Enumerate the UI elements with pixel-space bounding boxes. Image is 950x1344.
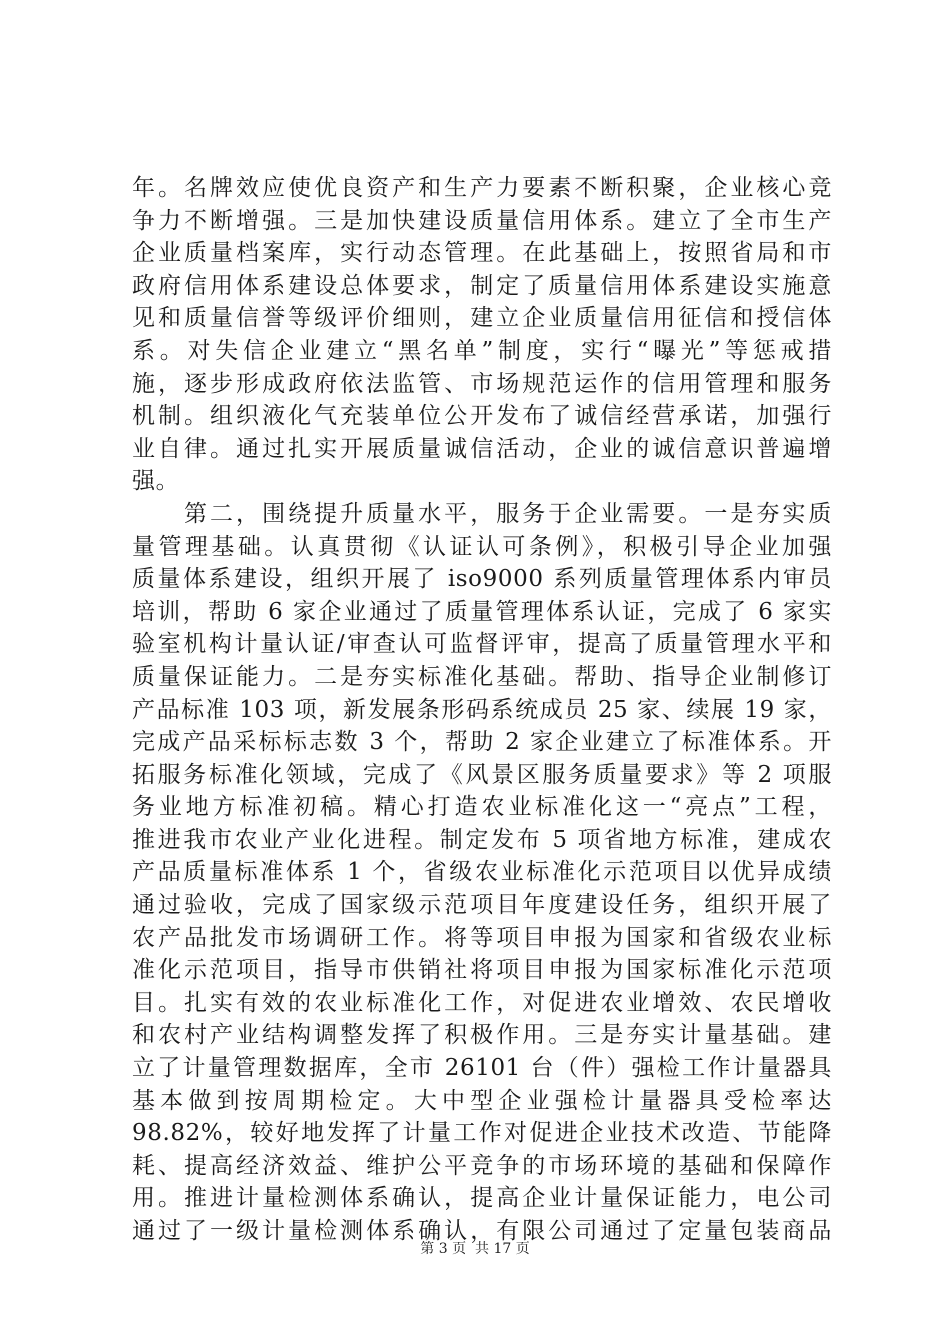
text-line: 务业地方标准初稿。精心打造农业标准化这一“亮点”工程， (132, 794, 832, 821)
text-line: 企业质量档案库，实行动态管理。在此基础上，按照省局和市 (132, 240, 832, 267)
text-line: 培训，帮助 6 家企业通过了质量管理体系认证，完成了 6 家实 (132, 598, 832, 625)
text-line: 通过验收，完成了国家级示范项目年度建设任务，组织开展了 (132, 892, 832, 919)
page-number: 第 3 页 共 17 页 (420, 1241, 530, 1257)
text-line: 耗、提高经济效益、维护公平竞争的市场环境的基础和保障作 (132, 1152, 832, 1179)
text-line: 质量体系建设，组织开展了 iso9000 系列质量管理体系内审员 (132, 566, 832, 593)
body-text (132, 172, 832, 1248)
text-line: 量管理基础。认真贯彻《认证认可条例》，积极引导企业加强 (132, 533, 832, 560)
text-line: 施，逐步形成政府依法监管、市场规范运作的信用管理和服务 (132, 370, 832, 397)
text-line: 产品标准 103 项，新发展条形码系统成员 25 家、续展 19 家， (132, 696, 832, 723)
text-line: 强。 (132, 468, 180, 495)
text-line: 年。名牌效应使优良资产和生产力要素不断积聚，企业核心竞 (132, 175, 832, 201)
text-line: 质量保证能力。二是夯实标准化基础。帮助、指导企业制修订 (132, 663, 832, 690)
text-line: 验室机构计量认证/审查认可监督评审，提高了质量管理水平和 (132, 631, 832, 658)
text-line: 农产品批发市场调研工作。将等项目申报为国家和省级农业标 (132, 924, 832, 951)
text-line: 准化示范项目，指导市供销社将项目申报为国家标准化示范项 (132, 957, 832, 984)
text-line: 目。扎实有效的农业标准化工作，对促进农业增效、农民增收 (132, 989, 832, 1016)
text-line: 业自律。通过扎实开展质量诚信活动，企业的诚信意识普遍增 (132, 435, 832, 462)
text-line: 推进我市农业产业化进程。制定发布 5 项省地方标准，建成农 (132, 826, 832, 853)
text-line: 通过了一级计量检测体系确认，有限公司通过了定量包装商品 (132, 1218, 832, 1244)
text-line: 见和质量信誉等级评价细则，建立企业质量信用征信和授信体 (132, 305, 832, 332)
text-line: 争力不断增强。三是加快建设质量信用体系。建立了全市生产 (132, 207, 832, 234)
page-footer (0, 1238, 950, 1258)
text-line: 系。对失信企业建立“黑名单”制度，实行“曝光”等惩戒措 (132, 337, 832, 364)
text-line: 机制。组织液化气充装单位公开发布了诚信经营承诺，加强行 (132, 403, 832, 430)
paragraph-start-line: 第二，围绕提升质量水平，服务于企业需要。一是夯实质 (132, 500, 832, 527)
text-line: 用。推进计量检测体系确认，提高企业计量保证能力，电公司 (132, 1185, 832, 1212)
text-line: 立了计量管理数据库，全市 26101 台（件）强检工作计量器具 (132, 1055, 832, 1082)
text-line: 政府信用体系建设总体要求，制定了质量信用体系建设实施意 (132, 272, 832, 299)
text-line: 98.82%，较好地发挥了计量工作对促进企业技术改造、节能降 (132, 1120, 832, 1147)
text-line: 产品质量标准体系 1 个，省级农业标准化示范项目以优异成绩 (132, 859, 832, 886)
text-line: 拓服务标准化领域，完成了《风景区服务质量要求》等 2 项服 (132, 761, 832, 788)
text-line: 基本做到按周期检定。大中型企业强检计量器具受检率达 (132, 1087, 832, 1114)
text-line: 和农村产业结构调整发挥了积极作用。三是夯实计量基础。建 (132, 1022, 832, 1049)
text-line: 完成产品采标标志数 3 个，帮助 2 家企业建立了标准体系。开 (132, 729, 832, 756)
